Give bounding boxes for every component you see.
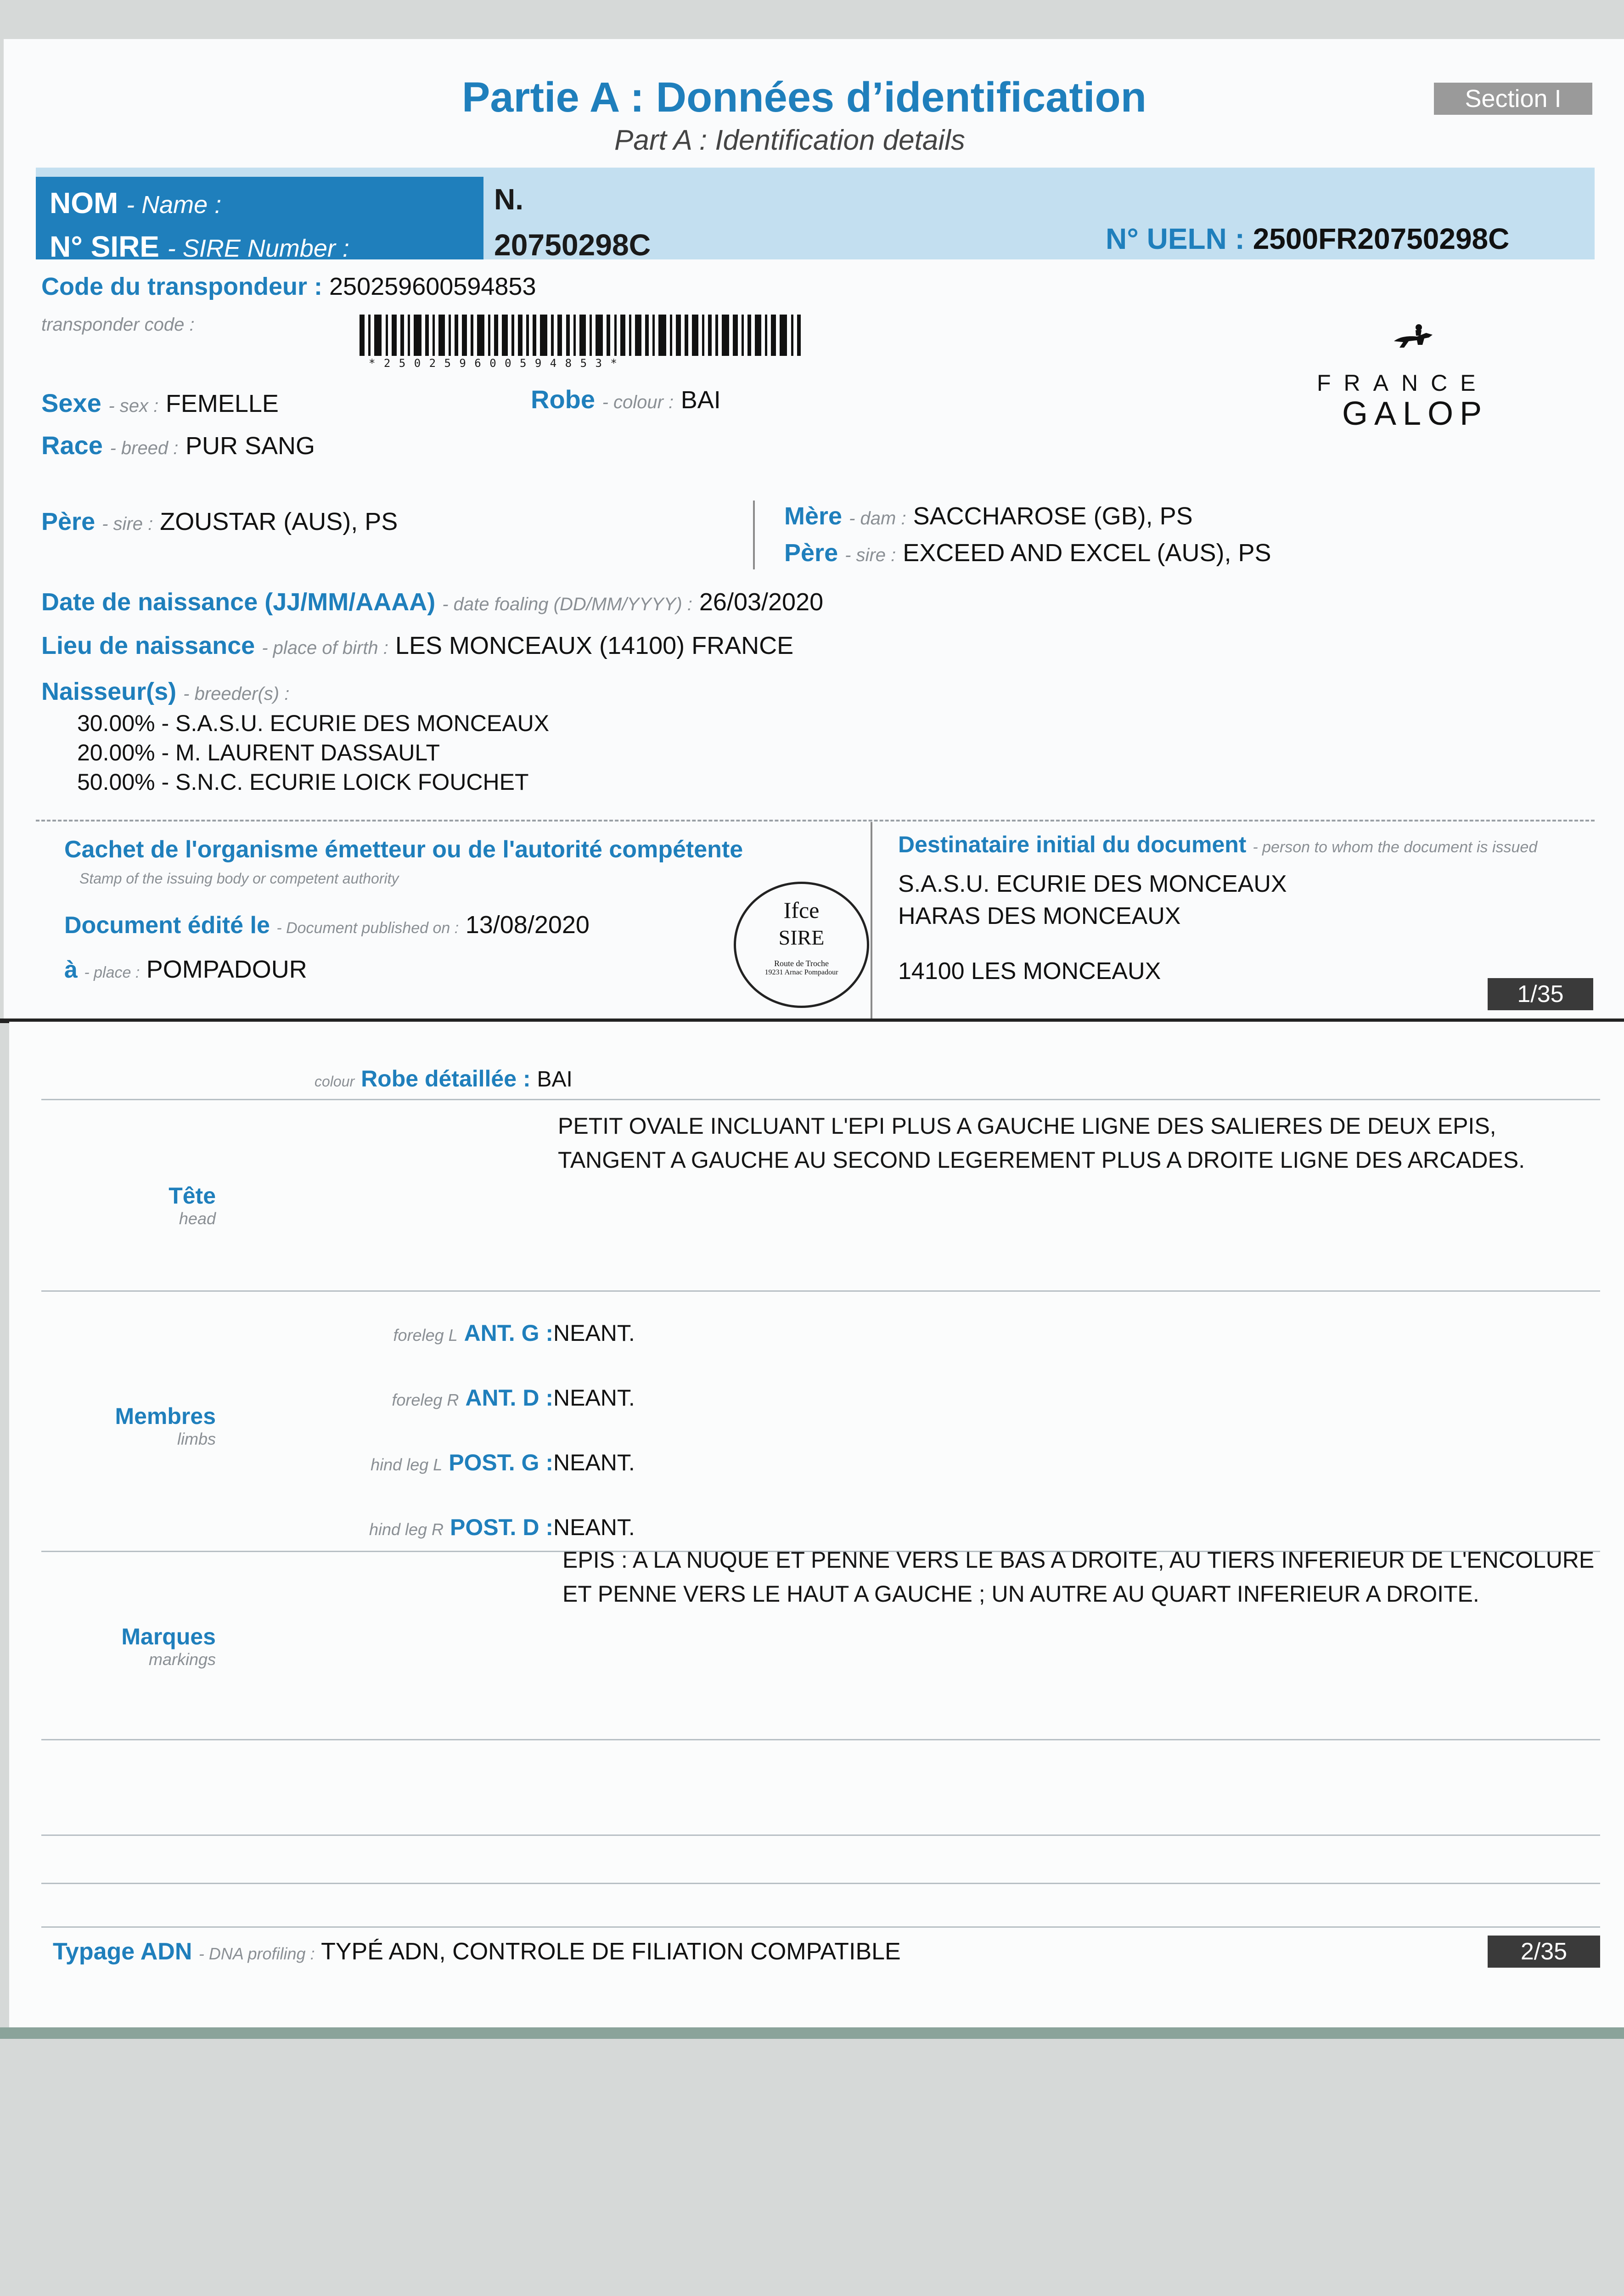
name-label <box>50 186 221 220</box>
sire-label: Père <box>41 508 96 535</box>
dam-sire-value: EXCEED AND EXCEL (AUS), PS <box>903 539 1271 567</box>
dam-sire-label: Père <box>784 539 838 567</box>
limb-row-foreleg-left <box>266 1302 1185 1367</box>
stamp-line-3: Route de Troche <box>774 959 829 968</box>
dam-field <box>784 502 1193 530</box>
birth-place-field <box>41 631 793 660</box>
barcode-bar <box>590 315 592 356</box>
barcode-bar <box>771 315 776 356</box>
barcode-bar <box>526 315 528 356</box>
barcode-bar <box>685 315 688 356</box>
dam-sire-label-en: - sire : <box>845 545 896 565</box>
head-label: Tête <box>169 1183 216 1209</box>
barcode-text: * 2 5 0 2 5 9 6 0 0 5 9 4 8 5 3 * <box>369 357 618 370</box>
dna-field <box>53 1938 901 1965</box>
barcode-bar <box>708 315 712 356</box>
limb-row-hindleg-left <box>266 1431 1185 1496</box>
sire-number-label-fr: N° SIRE <box>50 230 159 263</box>
place-label: à <box>64 957 78 983</box>
birth-place-label-en: - place of birth : <box>262 638 388 658</box>
recipient-label-en: - person to whom the document is issued <box>1253 838 1538 856</box>
detailed-colour-label-en: colour <box>315 1073 355 1090</box>
barcode-bar <box>488 315 490 356</box>
sex-value: FEMELLE <box>165 390 279 417</box>
recipient-line-2: HARAS DES MONCEAUX <box>898 903 1181 929</box>
barcode-bar <box>494 315 498 356</box>
published-label: Document édité le <box>64 912 270 939</box>
barcode-bar <box>635 315 641 356</box>
limb-label: ANT. G : <box>464 1320 553 1346</box>
barcode-bar <box>722 315 729 356</box>
dam-sire-field <box>784 539 1271 567</box>
colour-value: BAI <box>680 386 721 414</box>
stamp-line-1: Ifce <box>783 897 820 923</box>
parentage-divider <box>753 501 755 569</box>
limbs-list <box>266 1302 1185 1561</box>
barcode-bar <box>765 315 767 356</box>
page-number-2: 2/35 <box>1488 1936 1600 1968</box>
barcode-bar <box>645 315 649 356</box>
barcode-bar <box>455 315 458 356</box>
published-value: 13/08/2020 <box>465 911 590 939</box>
barcode-bar <box>755 315 761 356</box>
barcode-bar <box>551 315 553 356</box>
issuer-label-en: Stamp of the issuing body or competent authority <box>79 870 399 887</box>
birth-date-label: Date de naissance (JJ/MM/AAAA) <box>41 588 436 616</box>
barcode-bar <box>715 315 718 356</box>
limb-value: NEANT. <box>553 1320 635 1346</box>
dna-value: TYPÉ ADN, CONTROLE DE FILIATION COMPATIBLE <box>321 1938 901 1965</box>
barcode-bar <box>518 315 523 356</box>
barcode-bar <box>658 315 666 356</box>
limb-row-foreleg-right <box>266 1367 1185 1431</box>
barcode-bar <box>579 315 585 356</box>
name-label-en: - Name : <box>126 191 222 219</box>
row-divider <box>41 1739 1600 1740</box>
sire-value: ZOUSTAR (AUS), PS <box>160 508 398 535</box>
place-label-en: - place : <box>84 964 140 981</box>
breeders-label: Naisseur(s) <box>41 678 177 705</box>
recipient-label: Destinataire initial du document <box>898 832 1247 857</box>
page-title: Partie A : Données d’identification <box>462 74 1146 121</box>
issuer-stamp <box>734 882 869 1008</box>
barcode-bar <box>414 315 421 356</box>
limbs-label-block <box>83 1403 216 1449</box>
published-field <box>64 911 590 939</box>
ueln <box>1106 222 1509 256</box>
barcode-bar <box>702 315 704 356</box>
colour-field <box>531 384 721 414</box>
breeder-item: 20.00% - M. LAURENT DASSAULT <box>77 740 440 765</box>
barcode-bar <box>374 315 382 356</box>
markings-label-en: markings <box>148 1650 216 1669</box>
breed-label-en: - breed : <box>110 438 179 458</box>
sire-field <box>41 507 398 536</box>
breeder-item: 50.00% - S.N.C. ECURIE LOICK FOUCHET <box>77 769 529 795</box>
barcode-bar <box>533 315 536 356</box>
horse-name: N. <box>494 183 523 216</box>
barcode-bar <box>449 315 451 356</box>
transponder-barcode <box>360 315 805 356</box>
row-divider <box>41 1290 1600 1292</box>
barcode-bar <box>471 315 473 356</box>
barcode-bar <box>360 315 365 356</box>
row-divider <box>41 1835 1600 1836</box>
passport-page-1 <box>4 39 1624 1019</box>
barcode-bar <box>670 315 672 356</box>
limb-hint: foreleg L <box>393 1326 458 1345</box>
barcode-bar <box>566 315 570 356</box>
limbs-label: Membres <box>115 1403 216 1429</box>
barcode-bar <box>676 315 681 356</box>
markings-description: EPIS : A LA NUQUE ET PENNE VERS LE BAS A DROITE, AU TIERS INFERIEUR DE L'ENCOLURE ET PENNE VERS LE HAUT A GAUCHE ; UN AUTRE AU QUART INFERIEUR A DROITE. <box>562 1547 1595 1607</box>
sire-label-en: - sire : <box>102 514 153 534</box>
limb-label: POST. G : <box>449 1450 553 1475</box>
limb-value: NEANT. <box>553 1450 635 1475</box>
sex-label-en: - sex : <box>108 396 159 416</box>
row-divider <box>41 1926 1600 1928</box>
sire-number-value: 20750298C <box>494 228 651 262</box>
head-label-en: head <box>179 1209 216 1228</box>
dam-label: Mère <box>784 502 843 530</box>
published-label-en: - Document published on : <box>276 919 459 937</box>
page-edge <box>0 2027 1624 2040</box>
barcode-bar <box>438 315 444 356</box>
limb-hint: hind leg L <box>371 1455 443 1474</box>
sire-number-label-en: - SIRE Number : <box>167 235 349 262</box>
dna-label-en: - DNA profiling : <box>198 1944 315 1963</box>
barcode-bar <box>408 315 410 356</box>
barcode-bar <box>614 315 617 356</box>
transponder-label: Code du transpondeur : <box>41 273 322 300</box>
page-number-1: 1/35 <box>1488 978 1593 1010</box>
page-subtitle: Part A : Identification details <box>614 124 965 156</box>
stamp-line-4: 19231 Arnac Pompadour <box>764 968 838 976</box>
barcode-bar <box>652 315 655 356</box>
dna-label: Typage ADN <box>53 1938 192 1965</box>
limb-value: NEANT. <box>553 1385 635 1411</box>
dam-value: SACCHAROSE (GB), PS <box>913 502 1193 530</box>
recipient-line-3: 14100 LES MONCEAUX <box>898 958 1161 985</box>
barcode-bar <box>392 315 397 356</box>
barcode-bar <box>747 315 751 356</box>
row-divider <box>41 1099 1600 1100</box>
breeders-list <box>77 709 549 797</box>
transponder-label-en: transponder code : <box>41 315 195 335</box>
sex-label: Sexe <box>41 388 101 417</box>
barcode-bar <box>462 315 467 356</box>
limb-label: POST. D : <box>450 1514 553 1540</box>
barcode-bar <box>791 315 793 356</box>
barcode-bar <box>780 315 787 356</box>
name-label-fr: NOM <box>50 186 118 219</box>
breeders-label-en: - breeder(s) : <box>183 684 290 704</box>
markings-label-block <box>92 1623 216 1669</box>
barcode-bar <box>433 315 435 356</box>
breeder-item: 30.00% - S.A.S.U. ECURIE DES MONCEAUX <box>77 710 550 736</box>
head-label-block <box>92 1182 216 1228</box>
barcode-bar <box>797 315 801 356</box>
detailed-colour-field <box>315 1065 573 1092</box>
birth-date-value: 26/03/2020 <box>699 588 824 616</box>
barcode-bar <box>620 315 625 356</box>
breed-field <box>41 430 315 460</box>
footer-vertical-divider <box>871 822 872 1019</box>
barcode-bar <box>400 315 404 356</box>
ueln-label: N° UELN : <box>1106 222 1245 255</box>
recipient-field <box>898 831 1537 858</box>
footer-divider <box>36 820 1595 822</box>
limbs-label-en: limbs <box>177 1429 216 1448</box>
barcode-bar <box>502 315 508 356</box>
recipient-address <box>898 868 1287 987</box>
barcode-bar <box>629 315 631 356</box>
horse-rider-icon <box>1390 319 1441 358</box>
barcode-bar <box>368 315 371 356</box>
row-divider <box>41 1883 1600 1884</box>
barcode-bar <box>596 315 603 356</box>
limb-label: ANT. D : <box>465 1385 553 1411</box>
sire-number-label <box>50 230 349 264</box>
logo-line-1: FRANCE <box>1317 370 1489 396</box>
barcode-bar <box>692 315 698 356</box>
dam-label-en: - dam : <box>849 508 906 529</box>
transponder-line <box>41 272 536 301</box>
barcode-bar <box>573 315 576 356</box>
barcode-bar <box>425 315 429 356</box>
birth-date-label-en: - date foaling (DD/MM/YYYY) : <box>442 594 692 614</box>
limb-hint: hind leg R <box>369 1520 444 1539</box>
markings-label: Marques <box>121 1624 216 1649</box>
stamp-line-2: SIRE <box>778 926 825 949</box>
background-surface <box>0 2039 1624 2296</box>
breeders-field <box>41 677 289 706</box>
breed-value: PUR SANG <box>185 432 315 460</box>
issuer-label: Cachet de l'organisme émetteur ou de l'autorité compétente <box>64 836 743 863</box>
colour-label: Robe <box>531 385 595 414</box>
transponder-value: 250259600594853 <box>329 273 536 300</box>
barcode-bar <box>477 315 484 356</box>
recipient-line-1: S.A.S.U. ECURIE DES MONCEAUX <box>898 871 1287 897</box>
passport-page-2 <box>9 1022 1624 2027</box>
sex-field <box>41 388 279 418</box>
detailed-colour-label: Robe détaillée : <box>361 1066 531 1092</box>
limb-hint: foreleg R <box>392 1390 459 1409</box>
birth-date-field <box>41 588 823 616</box>
colour-label-en: - colour : <box>602 392 674 412</box>
section-badge: Section I <box>1434 83 1592 115</box>
barcode-bar <box>386 315 388 356</box>
place-field <box>64 955 307 984</box>
place-value: POMPADOUR <box>146 956 307 983</box>
breed-label: Race <box>41 431 103 460</box>
barcode-bar <box>557 315 562 356</box>
logo-line-2: GALOP <box>1342 395 1489 432</box>
head-description: PETIT OVALE INCLUANT L'EPI PLUS A GAUCHE LIGNE DES SALIERES DE DEUX EPIS, TANGENT A GAUCHE AU SECOND LEGEREMENT PLUS A DROITE LIGNE DES ARCADES. <box>558 1113 1525 1173</box>
limb-value: NEANT. <box>553 1514 635 1540</box>
ueln-value: 2500FR20750298C <box>1253 222 1510 255</box>
barcode-bar <box>733 315 738 356</box>
barcode-bar <box>511 315 514 356</box>
barcode-bar <box>607 315 610 356</box>
barcode-bar <box>540 315 547 356</box>
birth-place-label: Lieu de naissance <box>41 632 255 659</box>
detailed-colour-value: BAI <box>537 1067 573 1092</box>
barcode-bar <box>742 315 744 356</box>
birth-place-value: LES MONCEAUX (14100) FRANCE <box>395 632 794 659</box>
